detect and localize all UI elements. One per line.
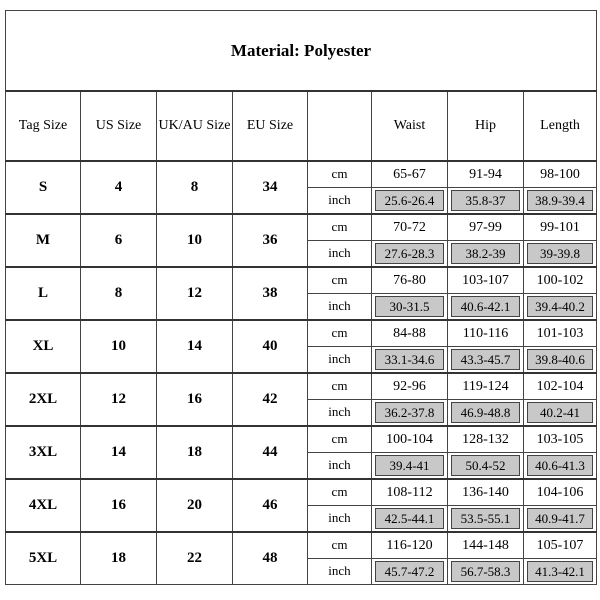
hip-cm-value: 103-107 bbox=[448, 267, 524, 294]
header-ukau-size: UK/AU Size bbox=[157, 91, 233, 161]
length-inch-cell bbox=[524, 347, 597, 374]
hip-inch-cell bbox=[448, 506, 524, 533]
waist-cm-value: 76-80 bbox=[372, 267, 448, 294]
unit-inch-label: inch bbox=[308, 347, 372, 374]
tag-size-cell: 4XL bbox=[6, 479, 81, 532]
ukau-size-cell: 18 bbox=[157, 426, 233, 479]
hip-inch-value: 40.6-42.1 bbox=[451, 296, 520, 317]
size-row-cm bbox=[6, 267, 597, 294]
eu-size-cell: 40 bbox=[233, 320, 308, 373]
length-inch-cell bbox=[524, 559, 597, 585]
header-row bbox=[6, 91, 597, 161]
waist-inch-value: 30-31.5 bbox=[375, 296, 444, 317]
ukau-size-cell: 8 bbox=[157, 161, 233, 214]
us-size-cell: 4 bbox=[81, 161, 157, 214]
hip-inch-cell bbox=[448, 400, 524, 427]
size-row-cm bbox=[6, 320, 597, 347]
length-cm-value: 104-106 bbox=[524, 479, 597, 506]
hip-inch-value: 50.4-52 bbox=[451, 455, 520, 476]
hip-cm-value: 119-124 bbox=[448, 373, 524, 400]
header-hip: Hip bbox=[448, 91, 524, 161]
eu-size-cell: 42 bbox=[233, 373, 308, 426]
hip-cm-value: 110-116 bbox=[448, 320, 524, 347]
hip-inch-cell bbox=[448, 453, 524, 480]
waist-inch-value: 39.4-41 bbox=[375, 455, 444, 476]
waist-inch-cell bbox=[372, 294, 448, 321]
unit-inch-label: inch bbox=[308, 453, 372, 480]
length-cm-value: 100-102 bbox=[524, 267, 597, 294]
hip-inch-value: 35.8-37 bbox=[451, 190, 520, 211]
waist-inch-value: 33.1-34.6 bbox=[375, 349, 444, 370]
tag-size-cell: 2XL bbox=[6, 373, 81, 426]
length-inch-cell bbox=[524, 400, 597, 427]
unit-cm-label: cm bbox=[308, 373, 372, 400]
waist-cm-value: 108-112 bbox=[372, 479, 448, 506]
size-row-cm bbox=[6, 426, 597, 453]
unit-cm-label: cm bbox=[308, 161, 372, 188]
unit-cm-label: cm bbox=[308, 532, 372, 559]
unit-inch-label: inch bbox=[308, 241, 372, 268]
waist-inch-value: 27.6-28.3 bbox=[375, 243, 444, 264]
unit-cm-label: cm bbox=[308, 479, 372, 506]
length-cm-value: 98-100 bbox=[524, 161, 597, 188]
size-row-cm bbox=[6, 214, 597, 241]
tag-size-cell: 5XL bbox=[6, 532, 81, 585]
size-chart-table bbox=[5, 10, 597, 585]
eu-size-cell: 46 bbox=[233, 479, 308, 532]
unit-cm-label: cm bbox=[308, 320, 372, 347]
waist-cm-value: 84-88 bbox=[372, 320, 448, 347]
hip-cm-value: 128-132 bbox=[448, 426, 524, 453]
us-size-cell: 18 bbox=[81, 532, 157, 585]
length-inch-cell bbox=[524, 294, 597, 321]
waist-inch-cell bbox=[372, 241, 448, 268]
header-length: Length bbox=[524, 91, 597, 161]
length-inch-cell bbox=[524, 241, 597, 268]
hip-inch-cell bbox=[448, 559, 524, 585]
tag-size-cell: S bbox=[6, 161, 81, 214]
eu-size-cell: 44 bbox=[233, 426, 308, 479]
eu-size-cell: 48 bbox=[233, 532, 308, 585]
length-inch-value: 38.9-39.4 bbox=[527, 190, 593, 211]
waist-cm-value: 70-72 bbox=[372, 214, 448, 241]
eu-size-cell: 34 bbox=[233, 161, 308, 214]
waist-inch-value: 25.6-26.4 bbox=[375, 190, 444, 211]
us-size-cell: 16 bbox=[81, 479, 157, 532]
unit-inch-label: inch bbox=[308, 559, 372, 585]
waist-inch-cell bbox=[372, 453, 448, 480]
unit-cm-label: cm bbox=[308, 267, 372, 294]
length-inch-value: 39.4-40.2 bbox=[527, 296, 593, 317]
ukau-size-cell: 22 bbox=[157, 532, 233, 585]
us-size-cell: 8 bbox=[81, 267, 157, 320]
eu-size-cell: 36 bbox=[233, 214, 308, 267]
hip-cm-value: 144-148 bbox=[448, 532, 524, 559]
tag-size-cell: 3XL bbox=[6, 426, 81, 479]
us-size-cell: 6 bbox=[81, 214, 157, 267]
length-inch-value: 40.9-41.7 bbox=[527, 508, 593, 529]
length-inch-cell bbox=[524, 453, 597, 480]
hip-inch-cell bbox=[448, 294, 524, 321]
table-title: Material: Polyester bbox=[6, 11, 597, 92]
length-inch-value: 40.6-41.3 bbox=[527, 455, 593, 476]
waist-cm-value: 92-96 bbox=[372, 373, 448, 400]
unit-cm-label: cm bbox=[308, 214, 372, 241]
size-row-cm bbox=[6, 479, 597, 506]
size-row-cm bbox=[6, 373, 597, 400]
hip-inch-value: 46.9-48.8 bbox=[451, 402, 520, 423]
length-cm-value: 102-104 bbox=[524, 373, 597, 400]
length-cm-value: 99-101 bbox=[524, 214, 597, 241]
hip-inch-value: 43.3-45.7 bbox=[451, 349, 520, 370]
us-size-cell: 10 bbox=[81, 320, 157, 373]
hip-inch-value: 56.7-58.3 bbox=[451, 561, 520, 582]
header-us-size: US Size bbox=[81, 91, 157, 161]
hip-inch-value: 53.5-55.1 bbox=[451, 508, 520, 529]
length-cm-value: 103-105 bbox=[524, 426, 597, 453]
ukau-size-cell: 16 bbox=[157, 373, 233, 426]
waist-inch-cell bbox=[372, 559, 448, 585]
header-eu-size: EU Size bbox=[233, 91, 308, 161]
hip-cm-value: 136-140 bbox=[448, 479, 524, 506]
tag-size-cell: L bbox=[6, 267, 81, 320]
us-size-cell: 14 bbox=[81, 426, 157, 479]
unit-inch-label: inch bbox=[308, 506, 372, 533]
length-inch-value: 39.8-40.6 bbox=[527, 349, 593, 370]
waist-cm-value: 116-120 bbox=[372, 532, 448, 559]
tag-size-cell: XL bbox=[6, 320, 81, 373]
header-unit bbox=[308, 91, 372, 161]
length-inch-cell bbox=[524, 506, 597, 533]
waist-inch-cell bbox=[372, 347, 448, 374]
hip-inch-cell bbox=[448, 241, 524, 268]
length-cm-value: 105-107 bbox=[524, 532, 597, 559]
header-tag-size: Tag Size bbox=[6, 91, 81, 161]
us-size-cell: 12 bbox=[81, 373, 157, 426]
hip-inch-cell bbox=[448, 347, 524, 374]
hip-inch-value: 38.2-39 bbox=[451, 243, 520, 264]
waist-inch-cell bbox=[372, 188, 448, 215]
waist-inch-value: 36.2-37.8 bbox=[375, 402, 444, 423]
ukau-size-cell: 12 bbox=[157, 267, 233, 320]
ukau-size-cell: 20 bbox=[157, 479, 233, 532]
size-row-cm bbox=[6, 532, 597, 559]
waist-inch-value: 42.5-44.1 bbox=[375, 508, 444, 529]
length-inch-value: 40.2-41 bbox=[527, 402, 593, 423]
waist-inch-value: 45.7-47.2 bbox=[375, 561, 444, 582]
length-inch-value: 41.3-42.1 bbox=[527, 561, 593, 582]
waist-cm-value: 100-104 bbox=[372, 426, 448, 453]
waist-cm-value: 65-67 bbox=[372, 161, 448, 188]
hip-inch-cell bbox=[448, 188, 524, 215]
waist-inch-cell bbox=[372, 506, 448, 533]
length-inch-cell bbox=[524, 188, 597, 215]
hip-cm-value: 97-99 bbox=[448, 214, 524, 241]
header-waist: Waist bbox=[372, 91, 448, 161]
unit-inch-label: inch bbox=[308, 400, 372, 427]
title-row bbox=[6, 11, 597, 92]
hip-cm-value: 91-94 bbox=[448, 161, 524, 188]
length-inch-value: 39-39.8 bbox=[527, 243, 593, 264]
eu-size-cell: 38 bbox=[233, 267, 308, 320]
unit-inch-label: inch bbox=[308, 294, 372, 321]
waist-inch-cell bbox=[372, 400, 448, 427]
size-row-cm bbox=[6, 161, 597, 188]
ukau-size-cell: 10 bbox=[157, 214, 233, 267]
unit-inch-label: inch bbox=[308, 188, 372, 215]
ukau-size-cell: 14 bbox=[157, 320, 233, 373]
tag-size-cell: M bbox=[6, 214, 81, 267]
unit-cm-label: cm bbox=[308, 426, 372, 453]
length-cm-value: 101-103 bbox=[524, 320, 597, 347]
